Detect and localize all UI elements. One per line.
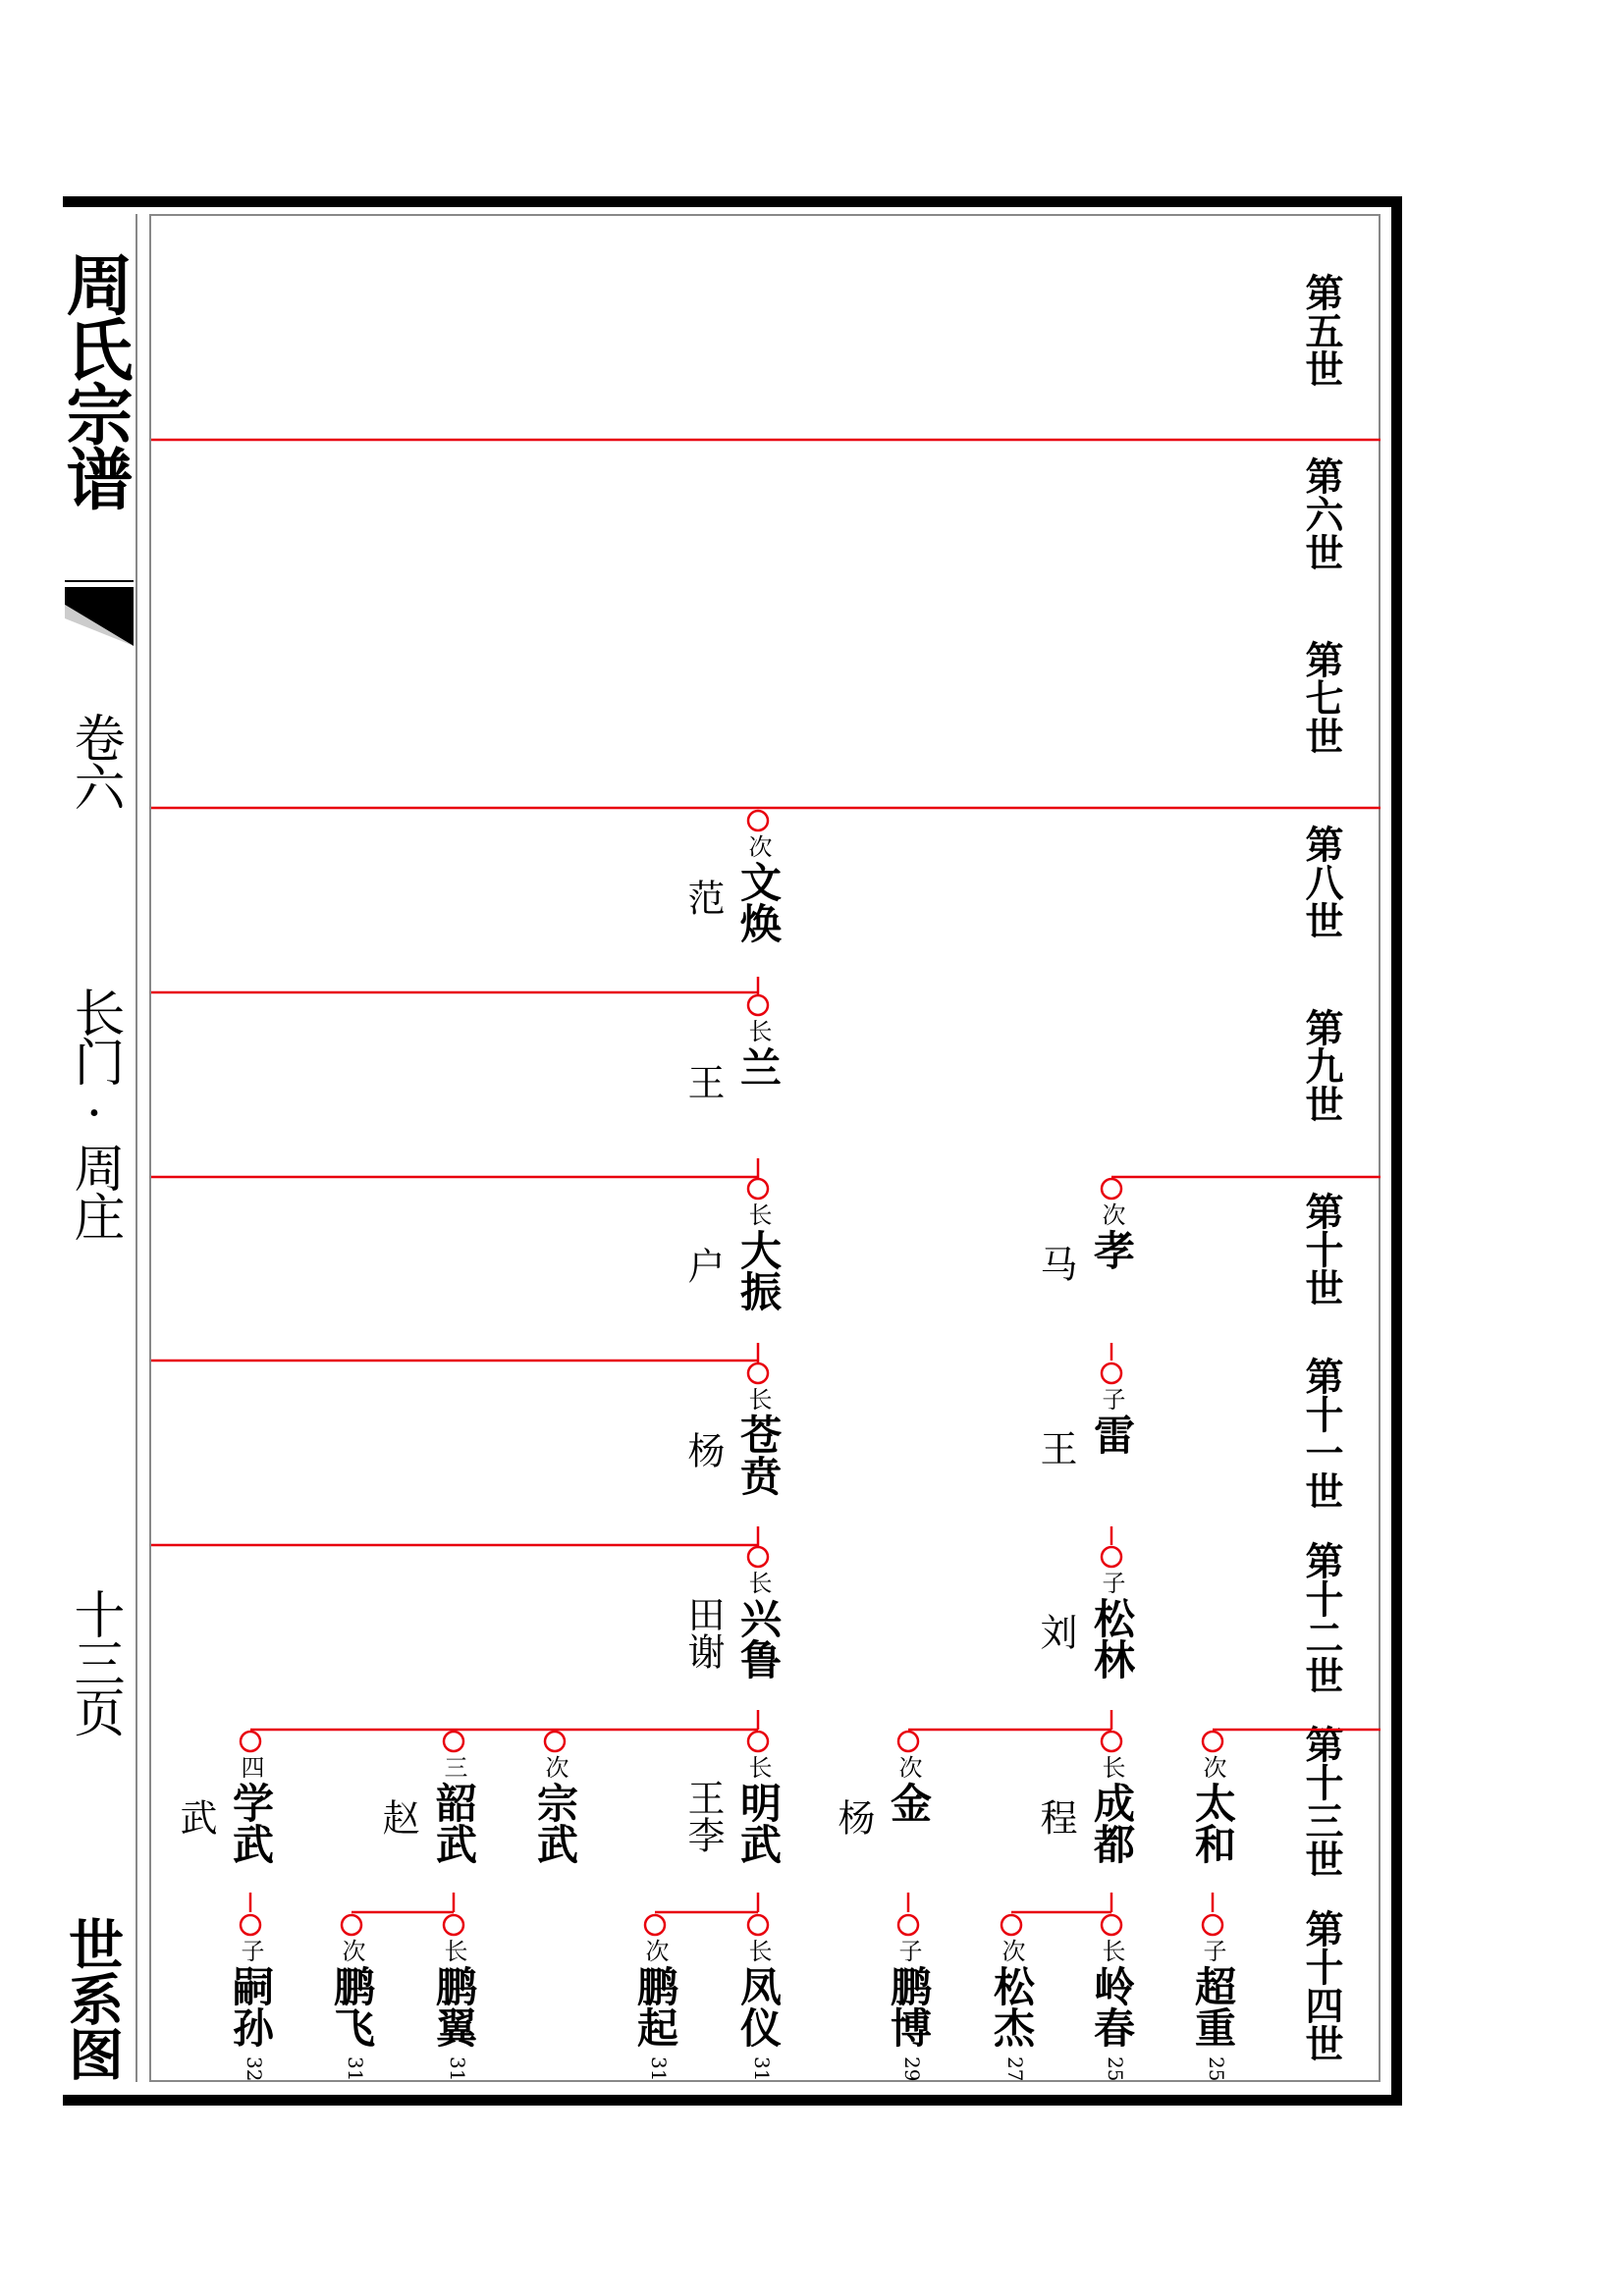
birth-rank: 长 — [1098, 1755, 1125, 1779]
birth-rank: 四 — [237, 1755, 264, 1779]
generation-label: 第六世 — [1299, 456, 1344, 571]
spine-title: 周氏宗谱 — [55, 250, 134, 509]
birth-rank: 次 — [998, 1939, 1025, 1962]
person-name: 苍贲 — [734, 1414, 783, 1496]
generation-label: 第五世 — [1299, 273, 1344, 388]
generation-label: 第七世 — [1299, 640, 1344, 755]
birth-rank: 次 — [641, 1939, 669, 1962]
generation-label: 第十三世 — [1299, 1725, 1344, 1878]
spouse-surname: 杨 — [681, 1431, 725, 1468]
birth-rank: 长 — [744, 1571, 772, 1594]
person-name: 孝 — [1088, 1229, 1136, 1270]
spouse-surname: 王 — [1034, 1429, 1077, 1467]
person-node-circle — [1203, 1915, 1222, 1935]
person-number: 25 — [1205, 2056, 1228, 2082]
birth-rank: 长 — [440, 1939, 467, 1962]
generation-label: 第十一世 — [1299, 1357, 1344, 1510]
person-node-circle — [645, 1915, 665, 1935]
spouse-surname: 程 — [1034, 1798, 1077, 1836]
person-name: 松杰 — [988, 1965, 1036, 2048]
person-name: 凤仪 — [734, 1965, 783, 2048]
birth-rank: 子 — [1098, 1387, 1125, 1411]
person-name: 雷 — [1088, 1414, 1136, 1455]
birth-rank: 子 — [1199, 1939, 1226, 1962]
spouse-surname: 杨 — [832, 1798, 875, 1836]
person-node-circle — [1102, 1179, 1121, 1199]
spine-page-number: 十三页 — [65, 1588, 124, 1735]
person-name: 兰 — [734, 1046, 783, 1088]
birth-rank: 次 — [541, 1755, 568, 1779]
person-node-circle — [342, 1915, 361, 1935]
birth-rank: 长 — [744, 1755, 772, 1779]
person-node-circle — [241, 1732, 260, 1751]
person-node-circle — [748, 1363, 768, 1383]
birth-rank: 次 — [1199, 1755, 1226, 1779]
spine-branch: 长门·周庄 — [65, 987, 124, 1240]
person-node-circle — [1102, 1547, 1121, 1567]
person-node-circle — [444, 1915, 463, 1935]
person-name: 岭春 — [1088, 1965, 1136, 2048]
person-name: 学武 — [227, 1782, 275, 1864]
spouse-surname: 王李 — [681, 1779, 725, 1853]
spouse-surname: 范 — [681, 879, 725, 916]
person-node-circle — [898, 1732, 918, 1751]
person-name: 鹏博 — [885, 1965, 933, 2048]
person-name: 兴鲁 — [734, 1597, 783, 1680]
generation-label: 第十世 — [1299, 1192, 1344, 1307]
birth-rank: 长 — [744, 1387, 772, 1411]
birth-rank: 长 — [1098, 1939, 1125, 1962]
person-name: 文焕 — [734, 861, 783, 943]
person-name: 大振 — [734, 1229, 783, 1311]
spouse-surname: 户 — [681, 1247, 725, 1284]
person-name: 超重 — [1189, 1965, 1237, 2048]
person-number: 29 — [900, 2056, 924, 2082]
birth-rank: 子 — [894, 1939, 922, 1962]
person-number: 31 — [446, 2056, 469, 2082]
person-node-circle — [1102, 1363, 1121, 1383]
person-node-circle — [545, 1732, 565, 1751]
generation-label: 第十二世 — [1299, 1541, 1344, 1694]
person-node-circle — [1102, 1915, 1121, 1935]
person-name: 明武 — [734, 1782, 783, 1864]
birth-rank: 次 — [338, 1939, 365, 1962]
birth-rank: 子 — [1098, 1571, 1125, 1594]
person-node-circle — [748, 1732, 768, 1751]
spine-chart-label: 世系图 — [60, 1916, 125, 2081]
birth-rank: 长 — [744, 1939, 772, 1962]
spouse-surname: 刘 — [1034, 1613, 1077, 1650]
generation-label: 第八世 — [1299, 825, 1344, 939]
spouse-surname: 赵 — [376, 1798, 419, 1836]
person-node-circle — [748, 995, 768, 1015]
birth-rank: 次 — [744, 834, 772, 858]
person-name: 韶武 — [430, 1782, 478, 1864]
person-node-circle — [748, 1547, 768, 1567]
person-node-circle — [748, 1915, 768, 1935]
spouse-surname: 武 — [174, 1798, 217, 1836]
person-name: 鹏飞 — [328, 1965, 376, 2048]
birth-rank: 三 — [440, 1755, 467, 1779]
person-node-circle — [748, 1179, 768, 1199]
person-number: 27 — [1003, 2056, 1027, 2082]
generation-label: 第九世 — [1299, 1008, 1344, 1123]
person-name: 宗武 — [531, 1782, 579, 1864]
person-node-circle — [1203, 1732, 1222, 1751]
person-node-circle — [898, 1915, 918, 1935]
person-number: 32 — [243, 2056, 266, 2082]
birth-rank: 长 — [744, 1019, 772, 1042]
person-node-circle — [444, 1732, 463, 1751]
person-node-circle — [1102, 1732, 1121, 1751]
birth-rank: 次 — [894, 1755, 922, 1779]
birth-rank: 子 — [237, 1939, 264, 1962]
person-number: 25 — [1104, 2056, 1127, 2082]
birth-rank: 长 — [744, 1202, 772, 1226]
spouse-surname: 王 — [681, 1063, 725, 1100]
generation-label: 第十四世 — [1299, 1909, 1344, 2062]
birth-rank: 次 — [1098, 1202, 1125, 1226]
person-name: 松林 — [1088, 1597, 1136, 1680]
spine-volume: 卷六 — [65, 712, 124, 810]
spouse-surname: 田谢 — [681, 1595, 725, 1670]
person-number: 31 — [647, 2056, 671, 2082]
person-node-circle — [748, 811, 768, 830]
spouse-surname: 马 — [1034, 1245, 1077, 1282]
person-node-circle — [1001, 1915, 1021, 1935]
person-name: 成都 — [1088, 1782, 1136, 1864]
person-number: 31 — [750, 2056, 774, 2082]
person-name: 鹏起 — [631, 1965, 679, 2048]
person-node-circle — [241, 1915, 260, 1935]
person-name: 金 — [885, 1782, 933, 1823]
person-name: 鹏翼 — [430, 1965, 478, 2048]
person-name: 太和 — [1189, 1782, 1237, 1864]
person-number: 31 — [344, 2056, 367, 2082]
person-name: 嗣孙 — [227, 1965, 275, 2048]
